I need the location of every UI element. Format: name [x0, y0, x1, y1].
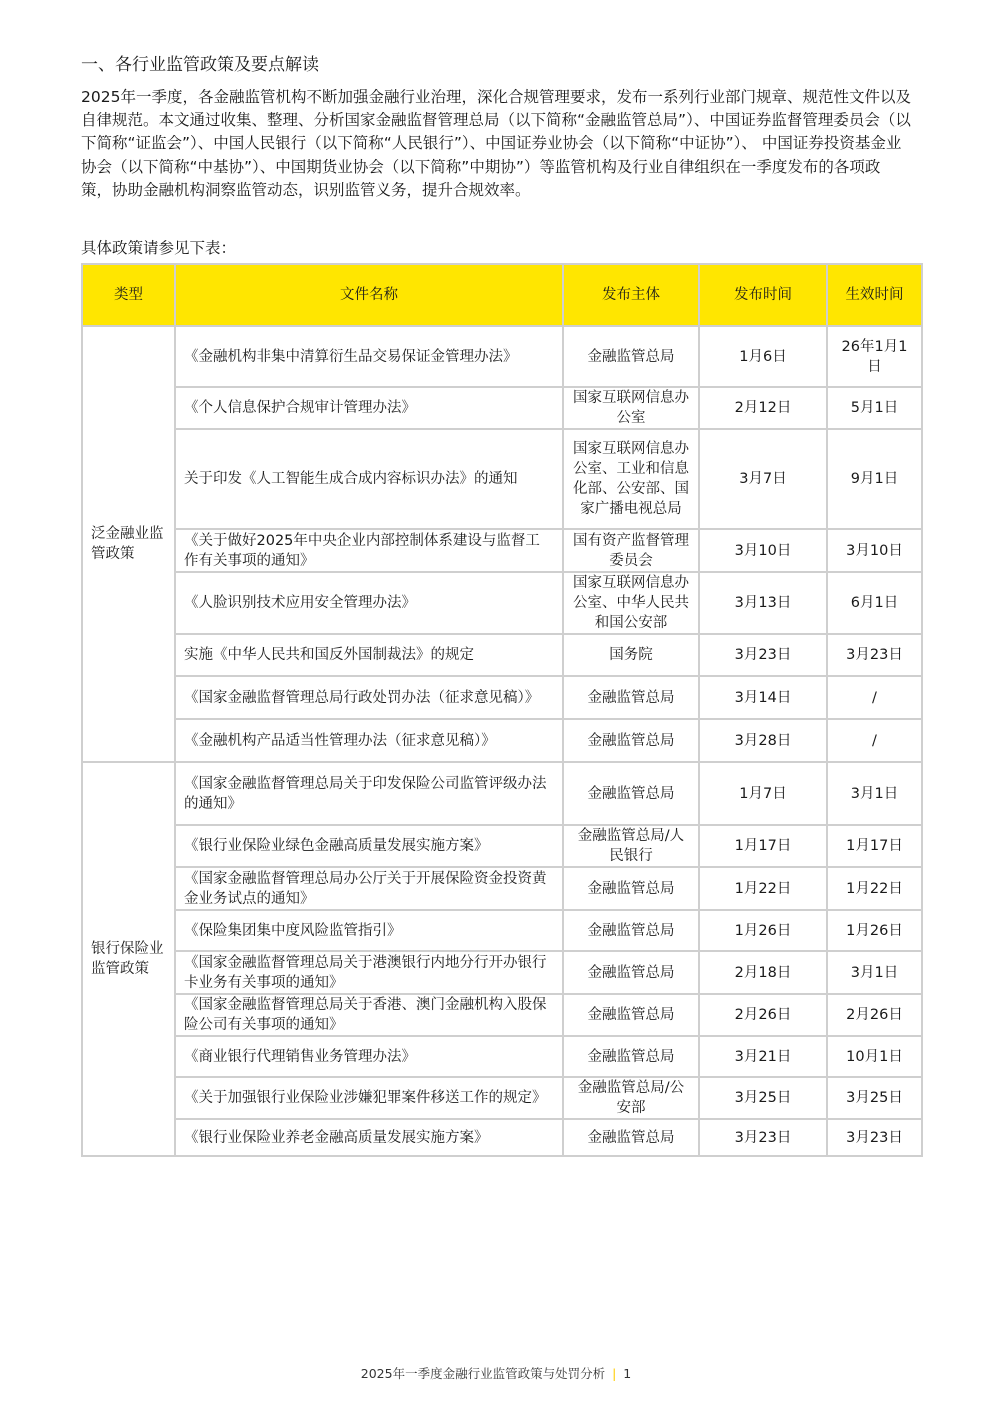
effective-date-cell: 1月22日: [827, 867, 922, 910]
table-row: [82, 762, 922, 825]
document-name-cell: 《银行业保险业养老金融高质量发展实施方案》: [175, 1119, 563, 1156]
issuer-cell: 国务院: [563, 634, 699, 676]
table-row: [82, 719, 922, 762]
publish-date-cell: 3月23日: [699, 634, 827, 676]
document-name-cell: 《金融机构非集中清算衍生品交易保证金管理办法》: [175, 326, 563, 387]
header-publish-date: 发布时间: [699, 264, 827, 326]
publish-date-cell: 1月26日: [699, 910, 827, 951]
table-note: 具体政策请参见下表：: [81, 239, 237, 257]
table-row: [82, 867, 922, 910]
issuer-cell: 金融监管总局/公安部: [563, 1077, 699, 1119]
section-heading: 一、各行业监管政策及要点解读: [81, 55, 319, 75]
document-name-cell: 《国家金融监督管理总局行政处罚办法（征求意见稿）》: [175, 676, 563, 719]
footer-separator: |: [612, 1366, 617, 1381]
table-row: [82, 429, 922, 529]
effective-date-cell: 1月17日: [827, 825, 922, 867]
document-name-cell: 《保险集团集中度风险监管指引》: [175, 910, 563, 951]
document-name-cell: 《国家金融监督管理总局关于港澳银行内地分行开办银行卡业务有关事项的通知》: [175, 951, 563, 994]
issuer-cell: 金融监管总局: [563, 910, 699, 951]
document-name-cell: 《国家金融监督管理总局关于印发保险公司监管评级办法的通知》: [175, 762, 563, 825]
table-row: [82, 326, 922, 387]
issuer-cell: 金融监管总局/人民银行: [563, 825, 699, 867]
table-header-row: [82, 264, 922, 326]
publish-date-cell: 3月14日: [699, 676, 827, 719]
publish-date-cell: 1月6日: [699, 326, 827, 387]
effective-date-cell: /: [827, 719, 922, 762]
publish-date-cell: 2月18日: [699, 951, 827, 994]
policy-table: [81, 263, 923, 1157]
effective-date-cell: 9月1日: [827, 429, 922, 529]
publish-date-cell: 3月28日: [699, 719, 827, 762]
effective-date-cell: 3月23日: [827, 634, 922, 676]
document-name-cell: 《银行业保险业绿色金融高质量发展实施方案》: [175, 825, 563, 867]
issuer-cell: 国家互联网信息办公室、工业和信息化部、公安部、国家广播电视总局: [563, 429, 699, 529]
group-type-cell: 银行保险业监管政策: [82, 762, 175, 1156]
document-name-cell: 《个人信息保护合规审计管理办法》: [175, 387, 563, 429]
publish-date-cell: 3月25日: [699, 1077, 827, 1119]
page-number: 1: [623, 1366, 632, 1381]
document-name-cell: 关于印发《人工智能生成合成内容标识办法》的通知: [175, 429, 563, 529]
publish-date-cell: 3月23日: [699, 1119, 827, 1156]
table-row: [82, 1036, 922, 1077]
table-row: [82, 676, 922, 719]
effective-date-cell: 1月26日: [827, 910, 922, 951]
table-row: [82, 910, 922, 951]
effective-date-cell: 6月1日: [827, 572, 922, 634]
document-name-cell: 《人脸识别技术应用安全管理办法》: [175, 572, 563, 634]
effective-date-cell: /: [827, 676, 922, 719]
table-row: [82, 572, 922, 634]
page-footer: [0, 1364, 992, 1382]
document-name-cell: 《金融机构产品适当性管理办法（征求意见稿）》: [175, 719, 563, 762]
effective-date-cell: 3月10日: [827, 529, 922, 572]
group-type-cell: 泛金融业监管政策: [82, 326, 175, 762]
issuer-cell: 金融监管总局: [563, 1036, 699, 1077]
effective-date-cell: 3月1日: [827, 762, 922, 825]
document-name-cell: 《国家金融监督管理总局关于香港、澳门金融机构入股保险公司有关事项的通知》: [175, 994, 563, 1036]
issuer-cell: 金融监管总局: [563, 867, 699, 910]
table-row: [82, 825, 922, 867]
issuer-cell: 金融监管总局: [563, 951, 699, 994]
table-row: [82, 1119, 922, 1156]
publish-date-cell: 3月13日: [699, 572, 827, 634]
header-effective-date: 生效时间: [827, 264, 922, 326]
document-name-cell: 《国家金融监督管理总局办公厅关于开展保险资金投资黄金业务试点的通知》: [175, 867, 563, 910]
publish-date-cell: 3月7日: [699, 429, 827, 529]
table-row: [82, 634, 922, 676]
effective-date-cell: 2月26日: [827, 994, 922, 1036]
publish-date-cell: 2月26日: [699, 994, 827, 1036]
publish-date-cell: 3月10日: [699, 529, 827, 572]
effective-date-cell: 5月1日: [827, 387, 922, 429]
table-row: [82, 387, 922, 429]
document-name-cell: 实施《中华人民共和国反外国制裁法》的规定: [175, 634, 563, 676]
issuer-cell: 金融监管总局: [563, 994, 699, 1036]
header-issuer: 发布主体: [563, 264, 699, 326]
publish-date-cell: 1月17日: [699, 825, 827, 867]
effective-date-cell: 3月1日: [827, 951, 922, 994]
document-name-cell: 《商业银行代理销售业务管理办法》: [175, 1036, 563, 1077]
footer-title: 2025年一季度金融行业监管政策与处罚分析: [360, 1366, 606, 1381]
header-document-name: 文件名称: [175, 264, 563, 326]
issuer-cell: 国家互联网信息办公室、中华人民共和国公安部: [563, 572, 699, 634]
issuer-cell: 金融监管总局: [563, 676, 699, 719]
intro-paragraph: 2025年一季度，各金融监管机构不断加强金融行业治理，深化合规管理要求，发布一系列行业部门规章、规范性文件以及自律规范。本文通过收集、整理、分析国家金融监督管理总局（以下简称“金融监管总局”）、中国证券监督管理委员会（以下简称“证监会”）、中国人民银行（以下简称“人民银行”）、中国证券业协会（以下简称“中证协”）、 中国证券投资基金业协会（以下简称“中基协”）、中国期货业协会（以下简称”中期协”）等监管机构及行业自律组织在一季度发布的各项政策，协助金融机构洞察监管动态，识别监管义务，提升合规效率。: [81, 88, 911, 199]
issuer-cell: 国家互联网信息办公室: [563, 387, 699, 429]
issuer-cell: 金融监管总局: [563, 762, 699, 825]
document-name-cell: 《关于做好2025年中央企业内部控制体系建设与监督工作有关事项的通知》: [175, 529, 563, 572]
effective-date-cell: 3月23日: [827, 1119, 922, 1156]
publish-date-cell: 1月7日: [699, 762, 827, 825]
issuer-cell: 金融监管总局: [563, 1119, 699, 1156]
effective-date-cell: 3月25日: [827, 1077, 922, 1119]
publish-date-cell: 3月21日: [699, 1036, 827, 1077]
issuer-cell: 金融监管总局: [563, 326, 699, 387]
publish-date-cell: 1月22日: [699, 867, 827, 910]
table-row: [82, 951, 922, 994]
header-type: 类型: [82, 264, 175, 326]
table-row: [82, 1077, 922, 1119]
publish-date-cell: 2月12日: [699, 387, 827, 429]
issuer-cell: 国有资产监督管理委员会: [563, 529, 699, 572]
effective-date-cell: 10月1日: [827, 1036, 922, 1077]
table-row: [82, 994, 922, 1036]
issuer-cell: 金融监管总局: [563, 719, 699, 762]
effective-date-cell: 26年1月1日: [827, 326, 922, 387]
table-row: [82, 529, 922, 572]
document-name-cell: 《关于加强银行业保险业涉嫌犯罪案件移送工作的规定》: [175, 1077, 563, 1119]
